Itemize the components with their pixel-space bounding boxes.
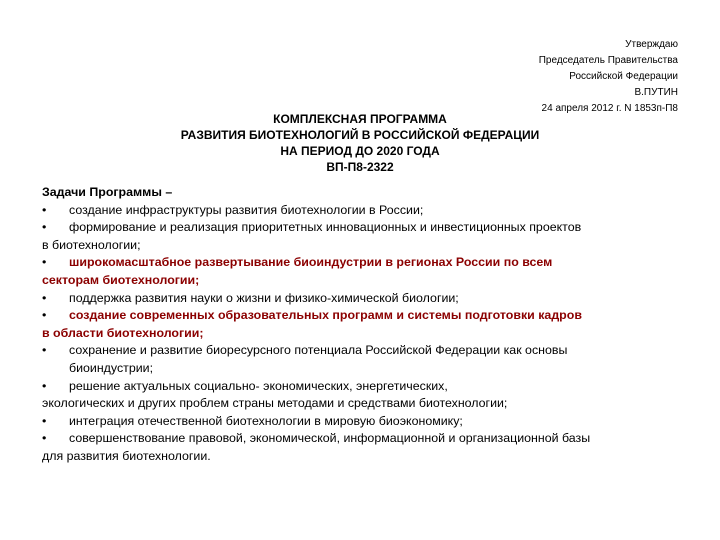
task-text-continuation: экологических и других проблем страны методами и средствами биотехнологии; xyxy=(42,396,508,411)
task-item-highlighted xyxy=(42,254,682,289)
approval-signatory: В.ПУТИН xyxy=(634,87,678,98)
tasks-section xyxy=(42,184,682,466)
approval-date: 24 апреля 2012 г. N 1853п-П8 xyxy=(541,103,678,114)
title-line-1: КОМПЛЕКСНАЯ ПРОГРАММА xyxy=(273,112,447,126)
task-item xyxy=(42,342,682,377)
task-text: сохранение и развитие биоресурсного потенциала Российской Федерации как основы xyxy=(69,343,568,358)
approval-position: Председатель Правительства xyxy=(538,55,678,66)
task-text: создание инфраструктуры развития биотехнологии в России; xyxy=(69,202,424,217)
task-item xyxy=(42,430,682,465)
task-item xyxy=(42,413,682,431)
approval-organization: Российской Федерации xyxy=(569,71,678,82)
task-item xyxy=(42,219,682,254)
document-code: ВП-П8-2322 xyxy=(326,160,394,174)
tasks-heading: Задачи Программы – xyxy=(42,185,173,199)
task-text-continuation: биоиндустрии; xyxy=(69,360,154,375)
task-text: формирование и реализация приоритетных инновационных и инвестиционных проектов xyxy=(69,220,582,235)
task-text: решение актуальных социально- экономических, энергетических, xyxy=(69,378,448,393)
task-text-continuation: в области биотехнологии; xyxy=(42,325,204,340)
task-text: широкомасштабное развертывание биоиндустрии в регионах России по всем xyxy=(69,255,553,270)
bullet-icon: • xyxy=(42,220,47,235)
task-text: совершенствование правовой, экономической, информационной и организационной базы xyxy=(69,431,591,446)
task-item-highlighted xyxy=(42,307,682,342)
task-item xyxy=(42,202,682,220)
document-title xyxy=(0,111,720,175)
title-line-2: РАЗВИТИЯ БИОТЕХНОЛОГИЙ В РОССИЙСКОЙ ФЕДЕРАЦИИ xyxy=(180,128,540,142)
task-item xyxy=(42,290,682,308)
bullet-icon: • xyxy=(42,290,47,305)
bullet-icon: • xyxy=(42,202,47,217)
bullet-icon: • xyxy=(42,431,47,446)
task-text: интеграция отечественной биотехнологии в мировую биоэкономику; xyxy=(69,413,463,428)
title-line-3: НА ПЕРИОД ДО 2020 ГОДА xyxy=(280,144,440,158)
bullet-icon: • xyxy=(42,255,47,270)
bullet-icon: • xyxy=(42,378,47,393)
task-text: поддержка развития науки о жизни и физико-химической биологии; xyxy=(69,290,459,305)
task-text: создание современных образовательных программ и системы подготовки кадров xyxy=(69,308,582,323)
bullet-icon: • xyxy=(42,343,47,358)
bullet-icon: • xyxy=(42,308,47,323)
task-text-continuation: в биотехнологии; xyxy=(42,237,141,252)
task-text-continuation: для развития биотехнологии. xyxy=(42,448,211,463)
approval-line: Утверждаю xyxy=(625,39,678,50)
task-text-continuation: секторам биотехнологии; xyxy=(42,272,200,287)
bullet-icon: • xyxy=(42,413,47,428)
approval-block xyxy=(539,37,678,117)
task-item xyxy=(42,378,682,413)
